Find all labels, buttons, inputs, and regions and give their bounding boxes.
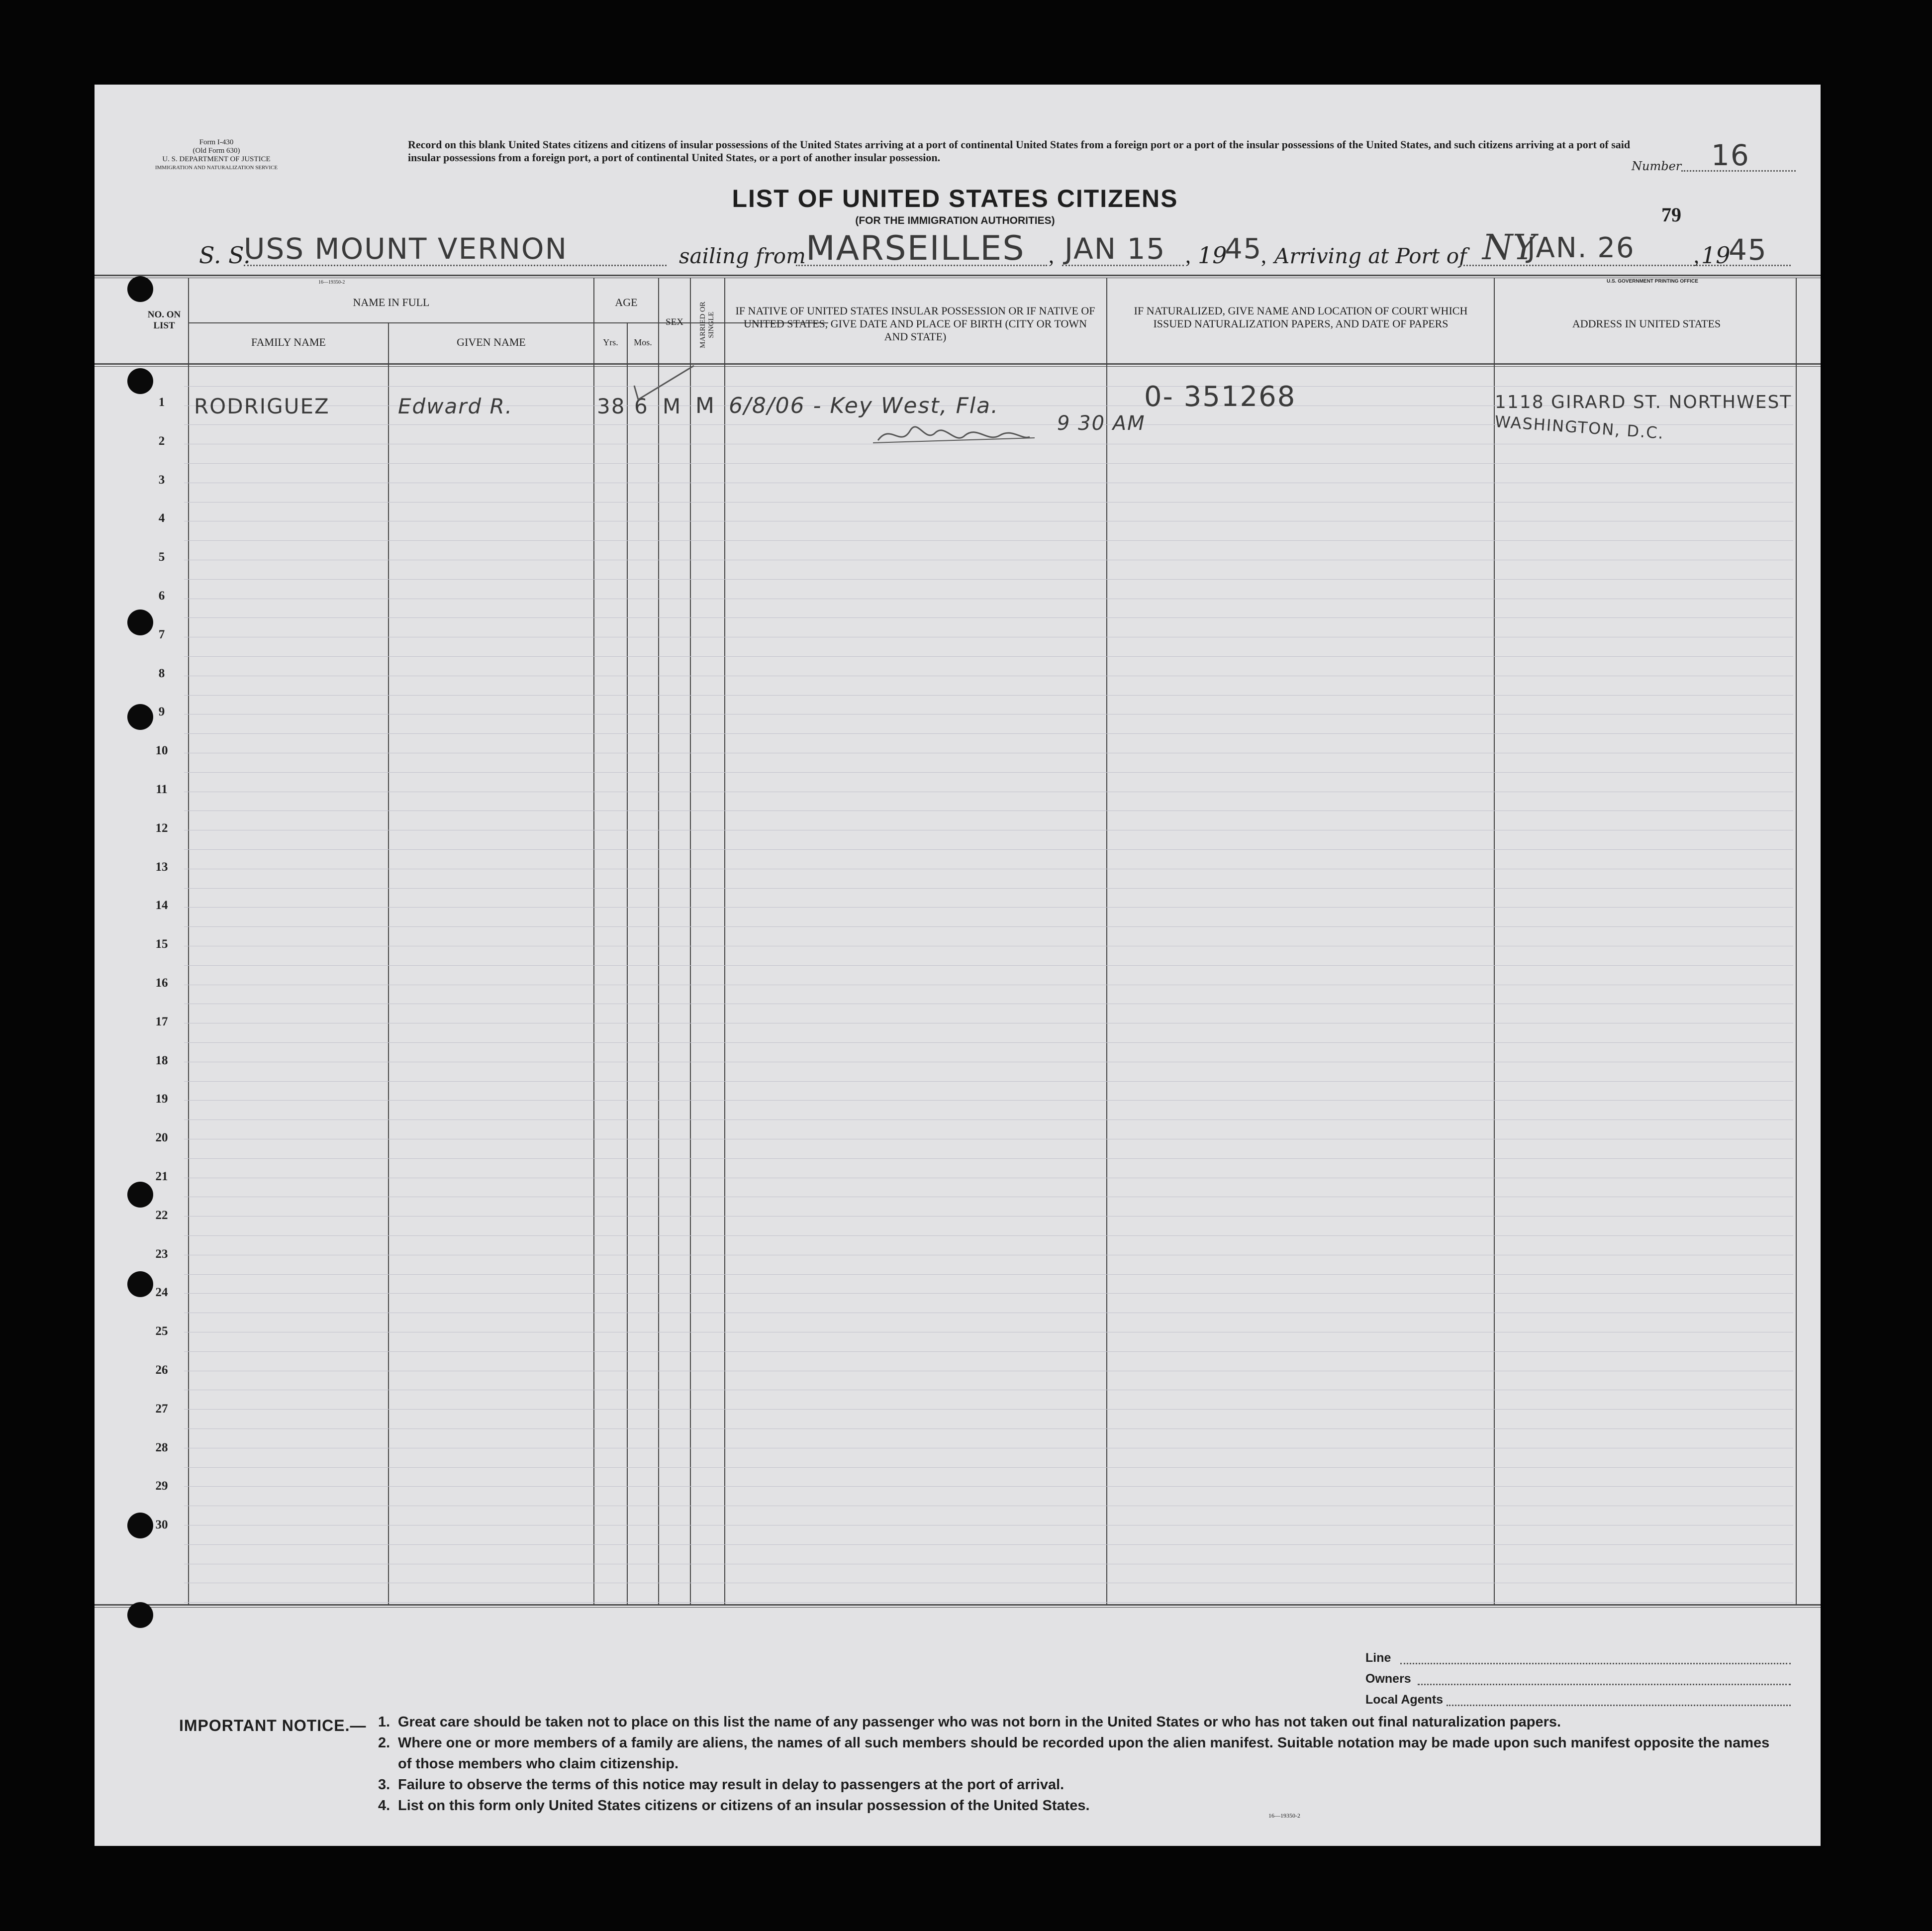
row-number: 20 [155,1131,168,1144]
arriving-label: Arriving at Port of [1274,244,1467,268]
punch-hole [127,704,153,730]
notice-number: 1. [378,1714,390,1730]
local-agents-label: Local Agents [1365,1693,1444,1707]
col-line-yrs [627,322,628,1605]
row-number: 12 [155,821,168,835]
departure-date: JAN 15 [1064,232,1166,266]
punch-hole [127,276,153,302]
service-name: IMMIGRATION AND NATURALIZATION SERVICE [155,165,278,171]
form-number: Form I-430 [199,138,234,146]
notice-item [378,1774,1781,1795]
comma-3: , [1261,243,1266,268]
row-number: 1 [158,396,165,409]
signature-scrawl-icon [870,413,1035,458]
header-married-or-single: MARRIED OR SINGLE [699,302,715,348]
ruled-line [184,1409,1793,1410]
row-number: 19 [155,1092,168,1106]
page-subtitle: (FOR THE IMMIGRATION AUTHORITIES) [855,215,1055,226]
row-number: 13 [155,860,168,874]
table-top-rule [95,275,1821,276]
table-bottom-rule-2 [95,1607,1821,1608]
header-naturalized-court: IF NATURALIZED, GIVE NAME AND LOCATION OF COURT WHICH ISSUED NATURALIZATION PAPERS, AND DATE OF PAPERS [1134,305,1468,330]
row-number: 2 [158,434,165,448]
col-line-family [388,322,389,1605]
ruled-line [184,1602,1793,1603]
row-number: 16 [155,976,168,990]
ruled-line [184,617,1793,618]
comma-1: , [1049,243,1054,268]
row-number: 21 [155,1170,168,1183]
header-no-on-list: NO. ON LIST [147,309,181,331]
header-sex: SEX [666,317,683,327]
page-number: 79 [1661,203,1681,226]
ruled-line [184,772,1793,773]
ruled-line [184,386,1793,387]
ruled-line [184,1081,1793,1082]
print-code-bottom: 16—19350-2 [1268,1812,1300,1819]
notice-number: 4. [378,1798,390,1814]
ruled-line [184,579,1793,580]
row-number: 29 [155,1479,168,1493]
local-agents-field [1447,1705,1791,1706]
row-number: 28 [155,1441,168,1454]
row-number: 11 [156,783,168,796]
col-line-address [1796,278,1797,1605]
ruled-line [184,849,1793,850]
punch-hole [127,1271,153,1297]
arrival-year: 45 [1729,233,1767,267]
header-yrs: Yrs. [603,337,618,347]
header-name-in-full: NAME IN FULL [353,296,430,308]
row-number: 4 [158,511,165,525]
row-number: 25 [155,1324,168,1338]
manifest-sheet [95,85,1821,1846]
ruled-line [184,926,1793,927]
punch-hole [127,610,153,635]
row-number: 15 [155,937,168,951]
col-line-marital [724,278,725,1605]
notice-number: 3. [378,1777,390,1793]
row-1-age-yrs: 38 [597,394,626,418]
old-form-number: (Old Form 630) [193,147,240,155]
row-number: 26 [155,1363,168,1377]
notice-text: Where one or more members of a family are aliens, the names of all such members should be recorded upon the alien manifest. Suitable notation may be made upon such manifest opposite the names of those members who claim citizenship. [398,1735,1770,1772]
ruled-line [184,1486,1793,1487]
number-label: Number [1632,159,1682,173]
notice-text: Great care should be taken not to place on this list the name of any passenger who was not born in the United States or who has not taken out final naturalization papers. [398,1714,1561,1730]
col-line-no [188,278,189,1605]
notice-text: Failure to observe the terms of this notice may result in delay to passengers at the port of arrival. [398,1777,1064,1793]
ss-label: S. S. [199,242,251,269]
owners-field [1418,1684,1791,1685]
ruled-line [184,1100,1793,1101]
row-number: 3 [158,473,165,487]
header-given-name: GIVEN NAME [457,336,526,348]
col-line-sex [690,278,691,1605]
line-label: Line [1365,1651,1391,1665]
ruled-line [184,1351,1793,1352]
ship-name: USS MOUNT VERNON [244,232,568,266]
ruled-line [184,463,1793,464]
ruled-line [184,1119,1793,1120]
ruled-line [184,965,1793,966]
col-line-given [593,278,594,1605]
row-number: 30 [155,1518,168,1531]
row-number: 7 [158,628,165,641]
col-line-naturalized [1494,278,1495,1605]
header-bottom-rule-2 [95,366,1821,367]
page-title: LIST OF UNITED STATES CITIZENS [732,185,1178,212]
header-mos: Mos. [634,337,652,347]
ruled-line [184,1235,1793,1236]
header-address: ADDRESS IN UNITED STATES [1572,317,1721,330]
punch-hole [127,1602,153,1628]
row-1-given-name: Edward R. [398,394,513,418]
row-number: 22 [155,1209,168,1222]
ruled-line [184,907,1793,908]
important-notice-label: IMPORTANT NOTICE.— [179,1717,367,1734]
ruled-line [184,1428,1793,1429]
table-bottom-rule [95,1604,1821,1606]
row-number: 17 [155,1015,168,1028]
port-from: MARSEILLES [806,229,1025,268]
departure-year: 45 [1225,233,1262,265]
comma-4: , [1694,243,1699,268]
department-name: U. S. DEPARTMENT OF JUSTICE [162,155,271,163]
ruled-line [184,1042,1793,1043]
number-value: 16 [1711,138,1750,172]
gpo-imprint: U.S. GOVERNMENT PRINTING OFFICE [1607,279,1698,284]
ruled-line [184,502,1793,503]
ruled-line [184,695,1793,696]
row-number: 23 [155,1247,168,1261]
arrival-date: JAN. 26 [1527,232,1635,264]
row-1-age-mos: 6 [634,394,649,418]
arrival-century: 19 [1701,242,1731,269]
row-number: 9 [158,705,165,718]
instruction-text: Record on this blank United States citizens and citizens of insular possessions of the United States arriving at a port of continental United States from a foreign port or a port of the insular possessions of the United States, and such citizens arriving at a port of said insular possessions from a foreign port, a port of continental United States, or a port of another insular possession. [408,138,1631,164]
col-line-native [1106,278,1107,1605]
departure-century: 19 [1198,242,1227,269]
ruled-line [184,656,1793,657]
row-number: 6 [158,589,165,603]
row-number: 10 [155,744,168,757]
row-1-sex: M [663,394,682,418]
ruled-line [184,1216,1793,1217]
punch-hole [127,1513,153,1538]
ruled-line [184,1544,1793,1545]
ruled-line [184,733,1793,734]
notice-item [378,1712,1781,1732]
row-1-address-line-1: 1118 GIRARD ST. NORTHWEST [1495,392,1792,412]
row-1-birth: 6/8/06 - Key West, Fla. [729,393,999,418]
notice-item [378,1732,1781,1774]
row-number: 24 [155,1286,168,1299]
punch-hole [127,368,153,394]
header-bottom-rule [95,363,1821,365]
row-1-address-line-2: WASHINGTON, D.C. [1494,412,1665,443]
notice-list [378,1712,1781,1816]
form-id-block [142,138,291,172]
comma-2: , [1185,243,1191,268]
row-number: 14 [155,899,168,912]
header-native-birth: IF NATIVE OF UNITED STATES INSULAR POSSESSION OR IF NATIVE OF UNITED STATES, GIVE DATE AND PLACE OF BIRTH (CITY OR TOWN AND STATE) [735,305,1095,343]
row-1-marital: M [695,393,715,418]
notice-number: 2. [378,1735,390,1751]
arrival-year-line [1726,265,1791,266]
line-field [1400,1663,1791,1664]
sailing-from-label: sailing from [679,244,806,268]
notice-text: List on this form only United States citizens or citizens of an insular possession of the United States. [398,1798,1090,1814]
ruled-line [184,1293,1793,1294]
header-family-name: FAMILY NAME [251,336,326,348]
row-number: 8 [158,667,165,680]
ruled-line [184,1158,1793,1159]
row-1-naturalization: 0- 351268 [1144,381,1296,413]
row-number: 18 [155,1054,168,1067]
ruled-line [184,1467,1793,1468]
col-line-mos [658,278,659,1605]
row-1-family-name: RODRIGUEZ [194,394,330,418]
time-annotation: 9 30 AM [1057,412,1146,435]
ruled-line [184,888,1793,889]
row-number: 27 [155,1402,168,1416]
arrival-port: NY [1482,227,1536,268]
row-number: 5 [158,550,165,564]
notice-item [378,1795,1781,1816]
ruled-line [184,1274,1793,1275]
ruled-line [184,540,1793,541]
header-age: AGE [615,296,638,308]
print-code-top: 16—19350-2 [318,280,345,285]
check-mark-icon [629,361,699,406]
punch-hole [127,1182,153,1208]
owners-label: Owners [1365,1672,1411,1686]
